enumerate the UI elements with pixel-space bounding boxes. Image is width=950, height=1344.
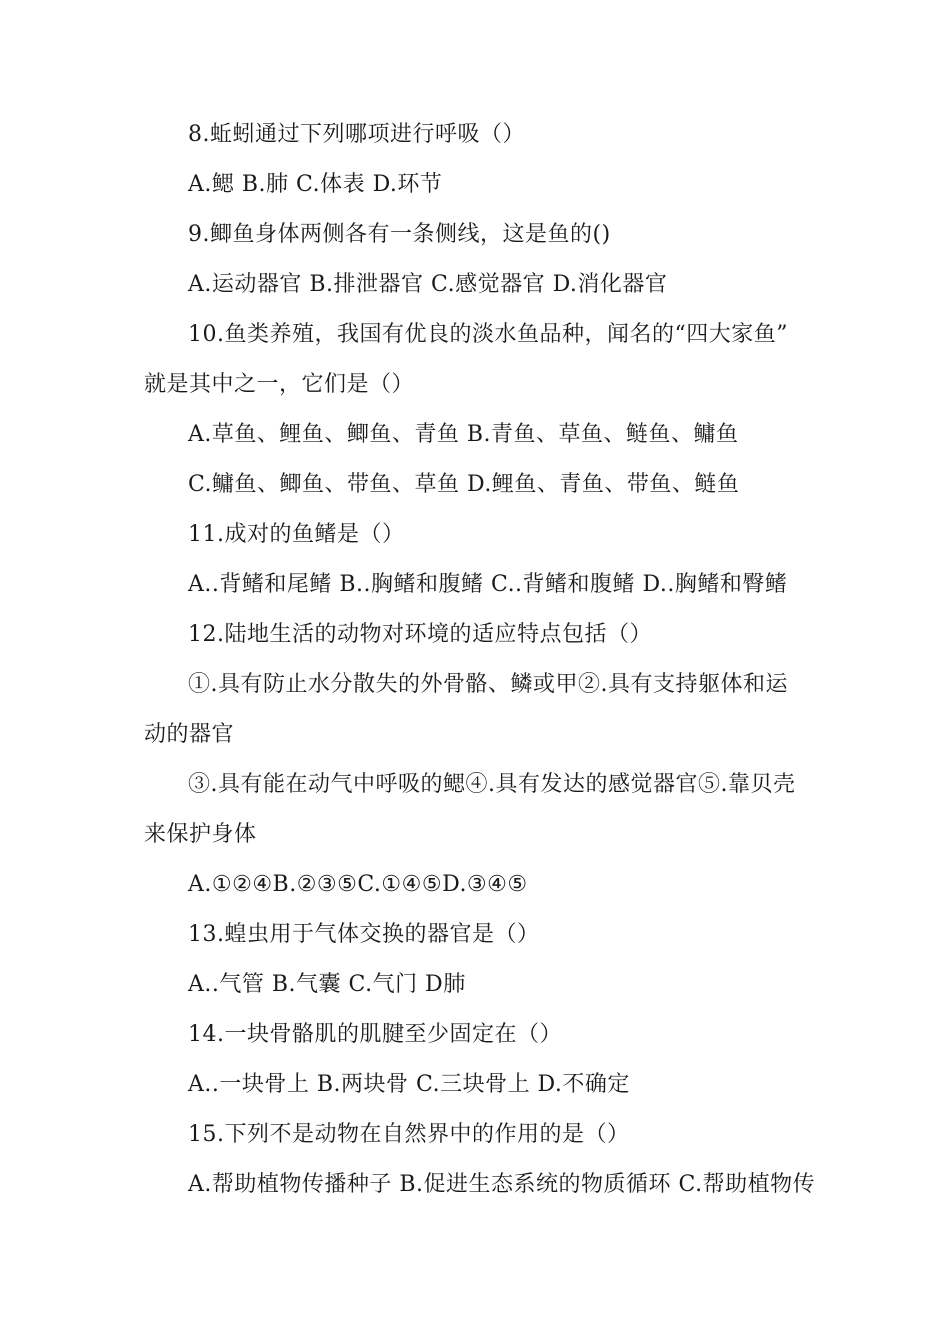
question-11: 11.成对的鱼鳍是（） bbox=[188, 522, 405, 547]
question-12-statement-5-continued: 来保护身体 bbox=[144, 822, 257, 847]
question-12: 12.陆地生活的动物对环境的适应特点包括（） bbox=[188, 622, 652, 647]
question-11-options: A..背鳍和尾鳍 B..胸鳍和腹鳍 C..背鳍和腹鳍 D..胸鳍和臀鳍 bbox=[188, 572, 788, 597]
question-10-continued: 就是其中之一，它们是（） bbox=[144, 372, 415, 397]
question-10-options-ab: A.草鱼、鲤鱼、鲫鱼、青鱼 B.青鱼、草鱼、鲢鱼、鳙鱼 bbox=[188, 422, 739, 447]
question-8: 8.蚯蚓通过下列哪项进行呼吸（） bbox=[188, 122, 525, 147]
question-14-options: A..一块骨上 B.两块骨 C.三块骨上 D.不确定 bbox=[188, 1072, 630, 1097]
question-12-statement-1-2: ①.具有防止水分散失的外骨骼、鳞或甲②.具有支持躯体和运 bbox=[188, 672, 788, 697]
question-15: 15.下列不是动物在自然界中的作用的是（） bbox=[188, 1122, 630, 1147]
question-9: 9.鲫鱼身体两侧各有一条侧线，这是鱼的() bbox=[188, 222, 611, 247]
question-13: 13.蝗虫用于气体交换的器官是（） bbox=[188, 922, 540, 947]
question-10-options-cd: C.鳙鱼、鲫鱼、带鱼、草鱼 D.鲤鱼、青鱼、带鱼、鲢鱼 bbox=[188, 472, 740, 497]
question-12-options: A.①②④B.②③⑤C.①④⑤D.③④⑤ bbox=[188, 872, 528, 897]
question-8-options: A.鳃 B.肺 C.体表 D.环节 bbox=[188, 172, 443, 197]
question-15-options: A.帮助植物传播种子 B.促进生态系统的物质循环 C.帮助植物传 bbox=[188, 1172, 816, 1197]
question-12-statement-2-continued: 动的器官 bbox=[144, 722, 235, 747]
question-13-options: A..气管 B.气囊 C.气门 D肺 bbox=[188, 972, 466, 997]
question-9-options: A.运动器官 B.排泄器官 C.感觉器官 D.消化器官 bbox=[188, 272, 668, 297]
question-10: 10.鱼类养殖，我国有优良的淡水鱼品种，闻名的“四大家鱼” bbox=[188, 322, 788, 347]
question-14: 14.一块骨骼肌的肌腱至少固定在（） bbox=[188, 1022, 562, 1047]
question-12-statement-3-5: ③.具有能在动气中呼吸的鳃④.具有发达的感觉器官⑤.靠贝壳 bbox=[188, 772, 796, 797]
